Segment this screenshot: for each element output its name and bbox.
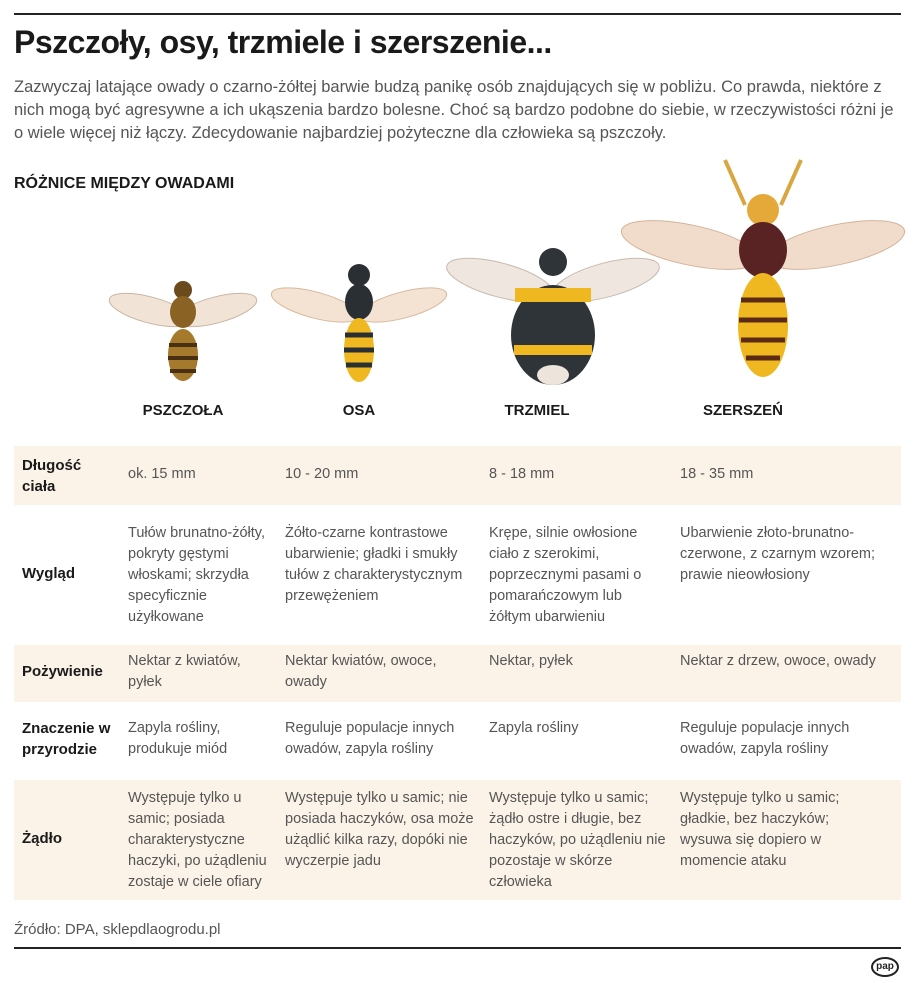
row-label: Żądło (22, 830, 62, 847)
insect-name-bumblebee: TRZMIEL (504, 402, 570, 419)
cell: Występuje tylko u samic; nie posiada haczyków, osa może użądlić kilka razy, dopóki nie wyczerpie jadu (285, 790, 474, 869)
cell: 8 - 18 mm (489, 466, 555, 482)
source-note: Źródło: DPA, sklepdlaogrodu.pl (14, 921, 221, 938)
cell: Nektar z drzew, owoce, owady (680, 653, 876, 669)
table-row-length (14, 446, 901, 505)
wasp-illustration (268, 264, 450, 382)
cell: Reguluje populacje innych owadów, zapyla rośliny (285, 720, 455, 757)
cell: Reguluje populacje innych owadów, zapyla rośliny (680, 720, 850, 757)
table-row-sting (14, 780, 901, 900)
row-label: Znaczenie w przyrodzie (22, 720, 111, 758)
insect-name-bee: PSZCZOŁA (142, 402, 224, 419)
row-label: Wygląd (22, 565, 76, 582)
cell: ok. 15 mm (128, 466, 196, 482)
row-label: Długość ciała (22, 457, 82, 495)
cell: 18 - 35 mm (680, 466, 754, 482)
bee-illustration (106, 281, 260, 381)
insect-name-wasp: OSA (342, 402, 376, 419)
pap-logo: pap (871, 957, 899, 977)
cell: Występuje tylko u samic; posiada charakterystyczne haczyki, po użądleniu zostaje w ciele ofiary (128, 790, 267, 890)
cell: Tułów brunatno-żółty, pokryty gęstymi włoskami; skrzydła specyficznie użyłkowane (128, 525, 266, 625)
top-rule (14, 13, 901, 15)
cell: 10 - 20 mm (285, 466, 359, 482)
cell: Nektar kwiatów, owoce, owady (285, 653, 437, 690)
table-row-appearance (14, 505, 901, 645)
insect-illustrations (0, 150, 915, 390)
row-label: Pożywienie (22, 663, 103, 680)
intro-text: Zazwyczaj latające owady o czarno-żółtej barwie budzą panikę osób znajdujących się w pobliżu. Co prawda, niektóre z nich mogą być agresywne a ich ukąszenia bardzo bolesne. Choć są bardzo podobne do siebie, w rzeczywistości różni je o wiele więcej niż łączy. Zdecydowanie najbardziej pożyteczne dla człowieka są pszczoły. (14, 78, 894, 142)
insect-name-hornet: SZERSZEŃ (702, 402, 784, 419)
cell: Zapyla rośliny, produkuje miód (128, 720, 228, 757)
table-row-food (14, 645, 901, 702)
section-subtitle: RÓŻNICE MIĘDZY OWADAMI (14, 175, 235, 192)
hornet-illustration (617, 160, 908, 377)
cell: Nektar z kwiatów, pyłek (128, 653, 241, 690)
cell: Występuje tylko u samic; gładkie, bez haczyków; wysuwa się dopiero w momencie ataku (680, 790, 840, 869)
bottom-rule (14, 947, 901, 949)
cell: Nektar, pyłek (489, 653, 573, 669)
bumblebee-illustration (442, 248, 663, 385)
page-title: Pszczoły, osy, trzmiele i szerszenie... (14, 24, 552, 60)
cell: Żółto-czarne kontrastowe ubarwienie; gładki i smukły tułów z charakterystycznym przewężeniem (285, 525, 463, 604)
cell: Ubarwienie złoto-brunatno-czerwone, z czarnym wzorem; prawie nieowłosiony (680, 525, 875, 583)
cell: Występuje tylko u samic; żądło ostre i długie, bez haczyków, po użądleniu nie pozostaje w skórze człowieka (489, 790, 666, 890)
cell: Krępe, silnie owłosione ciało z szerokimi, poprzecznymi pasami o pomarańczowym lub żółtym ubarwieniu (489, 525, 642, 625)
table-row-role (14, 702, 901, 780)
cell: Zapyla rośliny (489, 720, 579, 736)
